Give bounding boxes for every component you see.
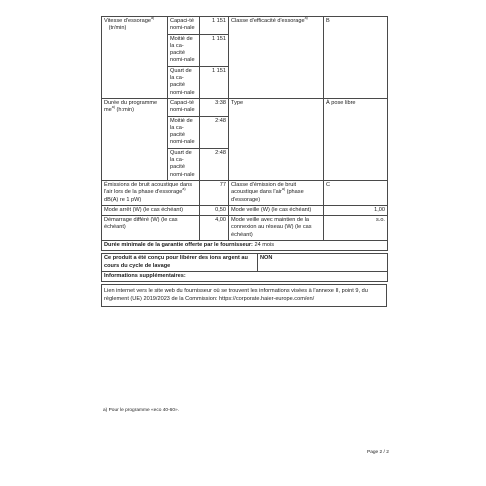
noise-class-value: C	[324, 180, 388, 205]
spin-speed-value: 1 151	[200, 17, 229, 35]
link-table	[101, 284, 387, 307]
type-value: À pose libre	[324, 98, 388, 180]
duration-value: 2:48	[200, 116, 229, 148]
silver-ions-label: Ce produit a été conçu pour libérer des ions argent au cours du cycle de lavage	[102, 254, 258, 272]
table-row	[102, 285, 387, 307]
table-row	[102, 216, 388, 241]
network-standby-value: s.o.	[324, 216, 388, 241]
spin-speed-value: 1 151	[200, 66, 229, 98]
table-row	[102, 180, 388, 205]
main-table	[101, 16, 388, 251]
table-row	[102, 205, 388, 215]
table-row	[102, 254, 388, 272]
type-label: Type	[229, 98, 324, 180]
network-standby-label: Mode veille avec maintien de la connexion au réseau (W) (le cas échéant)	[229, 216, 324, 241]
capacity-label: Capaci-té nomi-nale	[168, 98, 200, 116]
standby-value: 1,00	[324, 205, 388, 215]
duration-label: Durée du programme $me^{a)}$ (h:min)	[102, 98, 168, 180]
capacity-label: Quart de la ca-pacité nomi-nale	[168, 148, 200, 180]
duration-value: 2:48	[200, 148, 229, 180]
off-mode-value: 0,50	[200, 205, 229, 215]
warranty-label: Durée minimale de la garantie offerte par le fournisseur:	[104, 242, 253, 249]
table-row	[102, 98, 388, 116]
spin-speed-label: Vitesse d'essorage$^{a)}$ (tr/min)	[102, 17, 168, 99]
table-row	[102, 17, 388, 35]
energy-info-sheet	[101, 16, 387, 307]
capacity-label: Quart de la ca-pacité nomi-nale	[168, 66, 200, 98]
noise-value: 77	[200, 180, 229, 205]
noise-label: Émissions de bruit acoustique dans l'air lors de la phase d'essorage$^{a)}$ dB(A) re 1 pW)	[102, 180, 200, 205]
silver-ions-value: NON	[258, 254, 388, 272]
noise-class-label: Classe d'émission de bruit acoustique dans l'air$^{a)}$ (phase d'essorage)	[229, 180, 324, 205]
capacity-label: Moitié de la ca-pacité nomi-nale	[168, 116, 200, 148]
warranty-row	[102, 241, 388, 251]
supplier-link-text[interactable]: Lien internet vers le site web du fournisseur où se trouvent les informations visées à l'annexe II, point 9, du règlement (UE) 2019/2023 de la Commission: https://corporate.haier-europe.com/en/	[102, 285, 387, 307]
spin-class-label: Classe d'efficacité d'essorage$^{a)}$	[229, 17, 324, 99]
duration-value: 3:38	[200, 98, 229, 116]
delay-start-label: Démarrage différé (W) (le cas échéant)	[102, 216, 200, 241]
capacity-label: Capaci-té nomi-nale	[168, 17, 200, 35]
table-row	[102, 241, 388, 251]
table-row	[102, 271, 388, 281]
off-mode-label: Mode arrêt (W) (le cas échéant)	[102, 205, 200, 215]
standby-label: Mode veille (W) (le cas échéant)	[229, 205, 324, 215]
spin-speed-value: 1 151	[200, 34, 229, 66]
warranty-value: 24 mois	[254, 242, 275, 249]
footnote: a) Pour le programme «eco 40-60».	[103, 408, 179, 413]
spin-class-value: B	[324, 17, 388, 99]
capacity-label: Moitié de la ca-pacité nomi-nale	[168, 34, 200, 66]
delay-start-value: 4,00	[200, 216, 229, 241]
extra-info-label: Informations supplémentaires:	[102, 271, 388, 281]
page-number: Page 2 / 2	[367, 450, 389, 455]
silver-table	[101, 253, 388, 282]
